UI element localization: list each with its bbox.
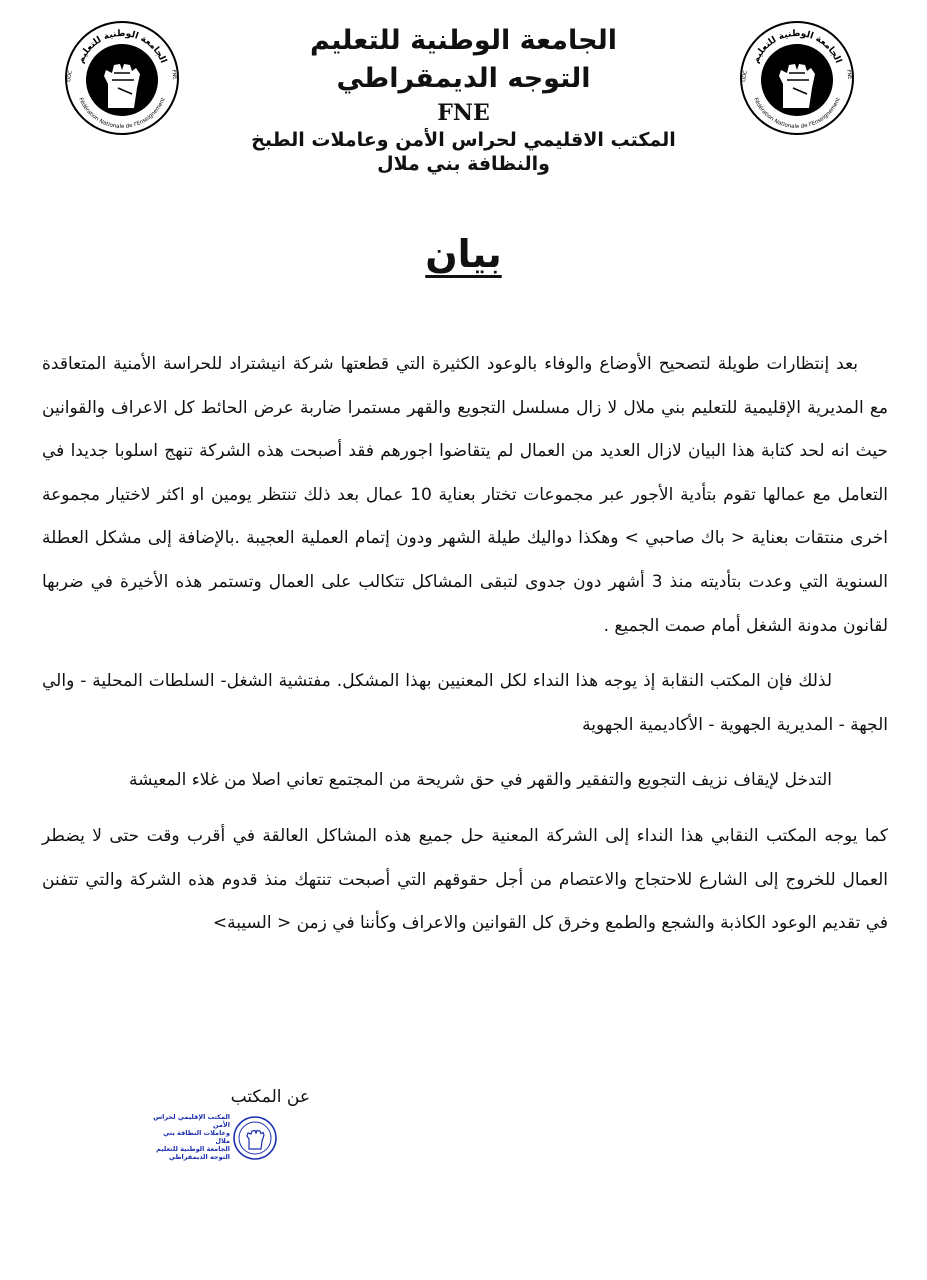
paragraph-4: كما يوجه المكتب النقابي هذا النداء إلى الشركة المعنية حل جميع هذه المشاكل العالقة في أقرب وقت حتى لا يضطر العمال للخروج إلى الشارع للاحتجاج والاعتصام من أجل حقوقهم التي أصبحت تنتهك منذ قدوم هذه الشركة والتي تتفنن في تقديم الوعود الكاذبة والشجع والطمع وخرق كل القوانين والاعراف وكأننا في زمن < السيبة> [42, 825, 888, 934]
stamp-line: الجامعة الوطنية للتعليم [156, 1145, 230, 1153]
letterhead [200, 22, 727, 176]
statement-body [42, 343, 888, 946]
paragraph-2: لذلك فإن المكتب النقابة إذ يوجه هذا النداء لكل المعنيين بهذا المشكل. مفتشية الشغل- السلطات المحلية - والي الجهة - المديرية الجهوية - الأكاديمية الجهوية [42, 671, 888, 735]
logo-side-right: FNE [845, 69, 853, 80]
logo-arc-text: الجامعة الوطنية للتعليم [76, 28, 169, 65]
document-title: بيان [425, 232, 502, 276]
raised-fist-icon [737, 18, 857, 138]
office-location: والنظافة بني ملال [377, 153, 550, 175]
logo-ring-text: Fédération Nationale de l'Enseignement [77, 96, 167, 131]
paragraph-3: التدخل لإيقاف نزيف التجويع والتفقير والقهر في حق شريحة من المجتمع تعاني اصلا من غلاء المعيشة [128, 770, 832, 791]
logo-left [62, 18, 182, 138]
logo-side-right: FNE [170, 69, 178, 80]
organization-tendency: التوجه الديمقراطي [336, 63, 591, 94]
logo-ring-text: Fédération Nationale de l'Enseignement [752, 96, 842, 131]
paragraph-1: بعد إنتظارات طويلة لتصحيح الأوضاع والوفاء بالوعود الكثيرة التي قطعتها شركة انيشتراد للحراسة الأمنية المتعاقدة مع المديرية الإقليمية للتعليم بني ملال لا زال مسلسل التجويع والقهر مستمرا ضاربة عرض الحائط كل الاعراف والقوانين حيث انه لحد كتابة هذا البيان لازال العديد من العمال لم يتقاضوا اجورهم فقد أصبحت هذه الشركة تنهج اسلوبا جديدا في التعامل مع عمالها تقوم بتأدية الأجور عبر مجموعات تختار بعناية 10 عمال بعد ذلك تنتظر يومين او اكثر لاختيار مجموعة اخرى منتقات بعناية < باك صاحبي > وهكذا دواليك طيلة الشهر ودون إتمام العملية العجيبة .بالإضافة إلى مشكل العطلة السنوية التي وعدت بتأديته منذ 3 أشهر دون جدوى لتبقى المشاكل تتكالب على العمال وتستمر هذه الأخيرة في ضربها لقانون مدونة الشغل أمام صمت الجميع . [42, 354, 889, 636]
logo-side-left: ODC [66, 70, 74, 83]
logo-right [737, 18, 857, 138]
logo-arc-text: الجامعة الوطنية للتعليم [751, 28, 844, 65]
logo-side-left: ODC [741, 70, 749, 83]
office-name: المكتب الاقليمي لحراس الأمن وعاملات الطبخ [251, 129, 676, 151]
signature-label: عن المكتب [230, 1087, 310, 1107]
stamp-line: وعاملات النظافة بني ملال [163, 1129, 230, 1145]
organization-name: الجامعة الوطنية للتعليم [310, 25, 617, 56]
stamp-line: المكتب الإقليمي لحراس الأمن [153, 1113, 230, 1129]
stamp-line: التوجه الديمقراطي [168, 1153, 230, 1161]
stamp-text [152, 1113, 230, 1161]
raised-fist-icon [62, 18, 182, 138]
office-stamp [152, 1107, 280, 1167]
stamp-fist-icon [232, 1115, 278, 1161]
organization-acronym: FNE [437, 100, 490, 126]
